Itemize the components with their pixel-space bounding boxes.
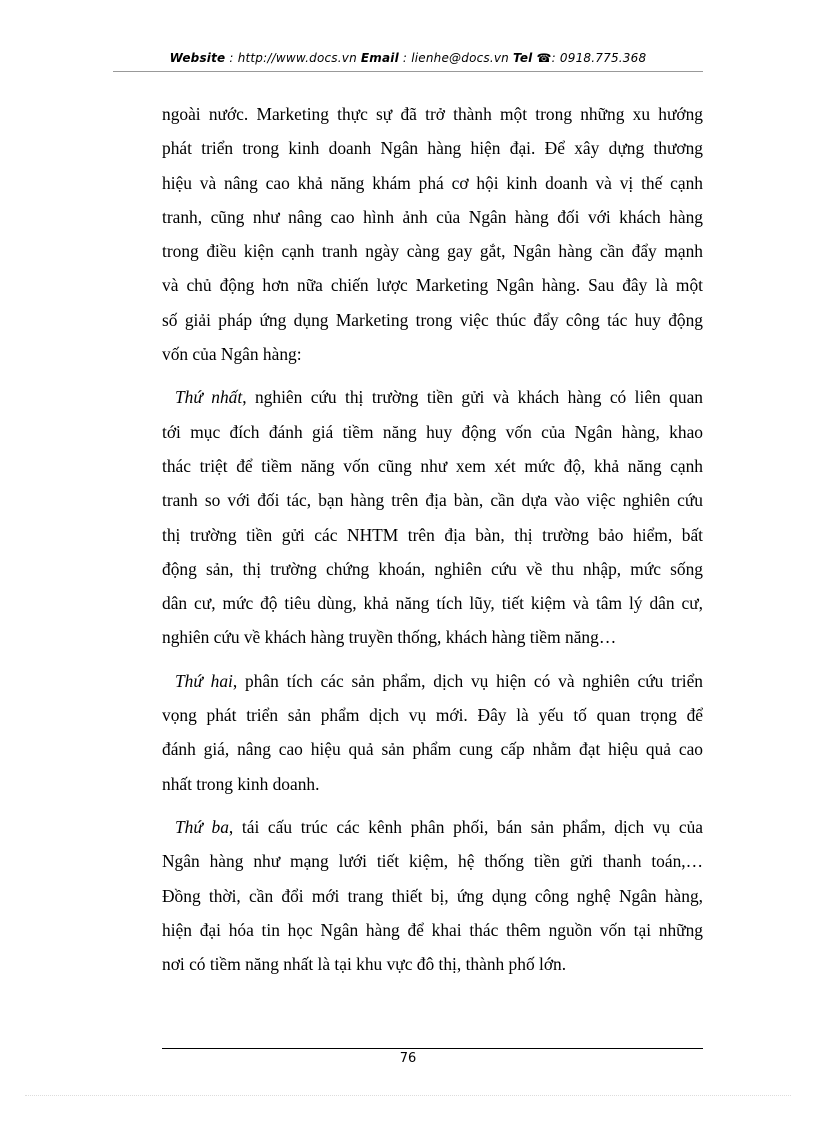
text-line: tranh so với đối tác, bạn hàng trên địa bàn, cần dựa vào việc nghiên cứu: [162, 490, 703, 511]
text-line: nơi có tiềm năng nhất là tại khu vực đô thị, thành phố lớn.: [162, 954, 567, 975]
email-address[interactable]: lienhe@docs.vn: [411, 51, 509, 65]
text-line: tới mục đích đánh giá tiềm năng huy động vốn của Ngân hàng, khao: [162, 421, 703, 442]
paragraph-second-solution: [162, 664, 703, 801]
website-url[interactable]: http://www.docs.vn: [237, 51, 357, 65]
text-line: tranh, cũng như nâng cao hình ảnh của Ngân hàng đối với khách hàng: [162, 206, 703, 227]
paragraph-lead: Thứ nhất: [175, 387, 243, 408]
text-line: trong điều kiện cạnh tranh ngày càng gay gắt, Ngân hàng cần đẩy mạnh: [162, 241, 703, 262]
tel-label: Tel: [513, 51, 533, 65]
page-number: 76: [399, 1051, 417, 1066]
footer-divider: [162, 1048, 703, 1049]
email-label: Email: [360, 51, 399, 65]
text-line: dân cư, mức độ tiêu dùng, khả năng tích lũy, tiết kiệm và tâm lý dân cư,: [162, 593, 703, 614]
tel-number: : 0918.775.368: [551, 51, 647, 65]
text-line: thị trường tiền gửi các NHTM trên địa bàn, thị trường bảo hiểm, bất: [162, 524, 703, 545]
text-line: ngoài nước. Marketing thực sự đã trở thành một trong những xu hướng: [162, 104, 703, 124]
page-edge-line: [25, 1095, 791, 1096]
text-line: động sản, thị trường chứng khoán, nghiên cứu về thu nhập, mức sống: [162, 558, 703, 579]
website-separator: :: [225, 51, 238, 65]
text-line: Thứ ba, tái cấu trúc các kênh phân phối, bán sản phẩm, dịch vụ của: [175, 816, 703, 837]
website-label: Website: [169, 51, 226, 65]
text-line: phát triển trong kinh doanh Ngân hàng hiện đại. Để xây dựng thương: [162, 138, 703, 159]
text-line: số giải pháp ứng dụng Marketing trong việc thúc đẩy công tác huy động: [162, 309, 703, 330]
text-line: và chủ động hơn nữa chiến lược Marketing Ngân hàng. Sau đây là một: [162, 275, 703, 296]
paragraph-third-solution: [162, 810, 703, 981]
text-line: nhất trong kinh doanh.: [162, 773, 320, 794]
phone-icon: ☎: [536, 51, 552, 65]
paragraph-lead: Thứ ba: [175, 816, 229, 837]
text-line: đánh giá, nâng cao hiệu quả sản phẩm cung cấp nhằm đạt hiệu quả cao: [162, 739, 703, 760]
text-line: vốn của Ngân hàng:: [162, 344, 302, 365]
text-line: hiệu và nâng cao khả năng khám phá cơ hội kinh doanh và vị thế cạnh: [162, 172, 703, 193]
text-line: nghiên cứu về khách hàng truyền thống, khách hàng tiềm năng…: [162, 627, 617, 648]
text-line: hiện đại hóa tin học Ngân hàng để khai thác thêm nguồn vốn tại những: [162, 919, 703, 940]
text-line: Ngân hàng như mạng lưới tiết kiệm, hệ thống tiền gửi thanh toán,…: [162, 851, 703, 872]
document-body: [162, 97, 703, 981]
header-divider: [113, 71, 703, 72]
paragraph-intro: [162, 97, 703, 371]
text-line: thác triệt để tiềm năng vốn cũng như xem xét mức độ, khả năng cạnh: [162, 455, 703, 476]
text-line: vọng phát triển sản phẩm dịch vụ mới. Đây là yếu tố quan trọng để: [162, 705, 703, 726]
paragraph-lead: Thứ hai: [175, 670, 233, 691]
page-header: [0, 51, 816, 65]
text-line: Thứ hai, phân tích các sản phẩm, dịch vụ hiện có và nghiên cứu triển: [175, 670, 703, 691]
text-line: Thứ nhất, nghiên cứu thị trường tiền gửi và khách hàng có liên quan: [175, 387, 703, 408]
email-separator: :: [398, 51, 412, 65]
text-line: Đồng thời, cần đổi mới trang thiết bị, ứng dụng công nghệ Ngân hàng,: [162, 885, 703, 906]
paragraph-first-solution: [162, 380, 703, 654]
